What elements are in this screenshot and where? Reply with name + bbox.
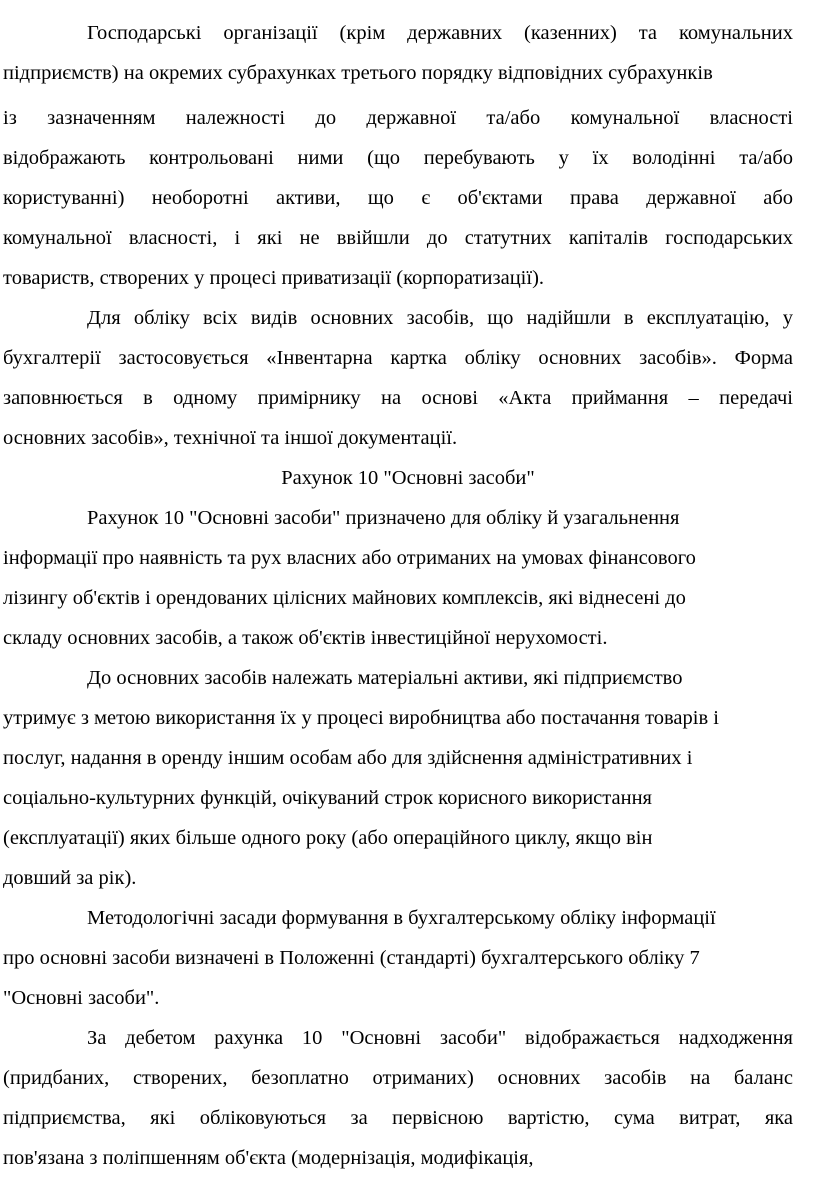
paragraph-4-line-5: (експлуатації) яких більше одного року (або операційного циклу, якщо він: [3, 827, 653, 849]
paragraph-1-line-3: із зазначенням належності до державної та/або комунальної власності: [3, 107, 793, 129]
paragraph-4-line-6: довший за рік).: [3, 867, 137, 889]
paragraph-3-line-4: складу основних засобів, а також об'єктів інвестиційної нерухомості.: [3, 627, 608, 649]
paragraph-3-line-2: інформації про наявність та рух власних або отриманих на умовах фінансового: [3, 547, 696, 569]
paragraph-1-line-5: користуванні) необоротні активи, що є об'єктами права державної або: [3, 187, 793, 209]
paragraph-1-line-6: комунальної власності, і які не ввійшли до статутних капіталів господарських: [3, 227, 793, 249]
paragraph-4-line-3: послуг, надання в оренду іншим особам або для здійснення адміністративних і: [3, 747, 693, 769]
paragraph-2-line-3: заповнюється в одному примірнику на основі «Акта приймання – передачі: [3, 387, 793, 409]
paragraph-5-line-1: Методологічні засади формування в бухгалтерському обліку інформації: [87, 907, 716, 929]
paragraph-4-line-2: утримує з метою використання їх у процесі виробництва або постачання товарів і: [3, 707, 719, 729]
paragraph-1-line-7: товариств, створених у процесі приватизації (корпоратизації).: [3, 267, 545, 289]
section-heading: Рахунок 10 "Основні засоби": [281, 467, 535, 489]
paragraph-2-line-1: Для обліку всіх видів основних засобів, що надійшли в експлуатацію, у: [87, 307, 793, 329]
paragraph-2-line-4: основних засобів», технічної та іншої документації.: [3, 427, 458, 449]
paragraph-3-line-1: Рахунок 10 "Основні засоби" призначено для обліку й узагальнення: [87, 507, 680, 529]
paragraph-3-line-3: лізингу об'єктів і орендованих цілісних майнових комплексів, які віднесені до: [3, 587, 686, 609]
paragraph-6-line-3: підприємства, які обліковуються за первісною вартістю, сума витрат, яка: [3, 1107, 793, 1129]
paragraph-6-line-2: (придбаних, створених, безоплатно отриманих) основних засобів на баланс: [3, 1067, 793, 1089]
paragraph-6-line-4: пов'язана з поліпшенням об'єкта (модернізація, модифікація,: [3, 1147, 534, 1169]
paragraph-4-line-4: соціально-культурних функцій, очікуваний строк корисного використання: [3, 787, 652, 809]
paragraph-4-line-1: До основних засобів належать матеріальні активи, які підприємство: [87, 667, 683, 689]
paragraph-6-line-1: За дебетом рахунка 10 "Основні засоби" відображається надходження: [87, 1027, 793, 1049]
paragraph-1-line-4: відображають контрольовані ними (що перебувають у їх володінні та/або: [3, 147, 793, 169]
paragraph-1-line-1: Господарські організації (крім державних (казенних) та комунальних: [87, 22, 793, 44]
paragraph-5-line-2: про основні засоби визначені в Положенні (стандарті) бухгалтерського обліку 7: [3, 947, 700, 969]
paragraph-2-line-2: бухгалтерії застосовується «Інвентарна картка обліку основних засобів». Форма: [3, 347, 793, 369]
paragraph-5-line-3: "Основні засоби".: [3, 987, 160, 1009]
paragraph-1-line-2: підприємств) на окремих субрахунках третього порядку відповідних субрахунків: [3, 62, 713, 84]
